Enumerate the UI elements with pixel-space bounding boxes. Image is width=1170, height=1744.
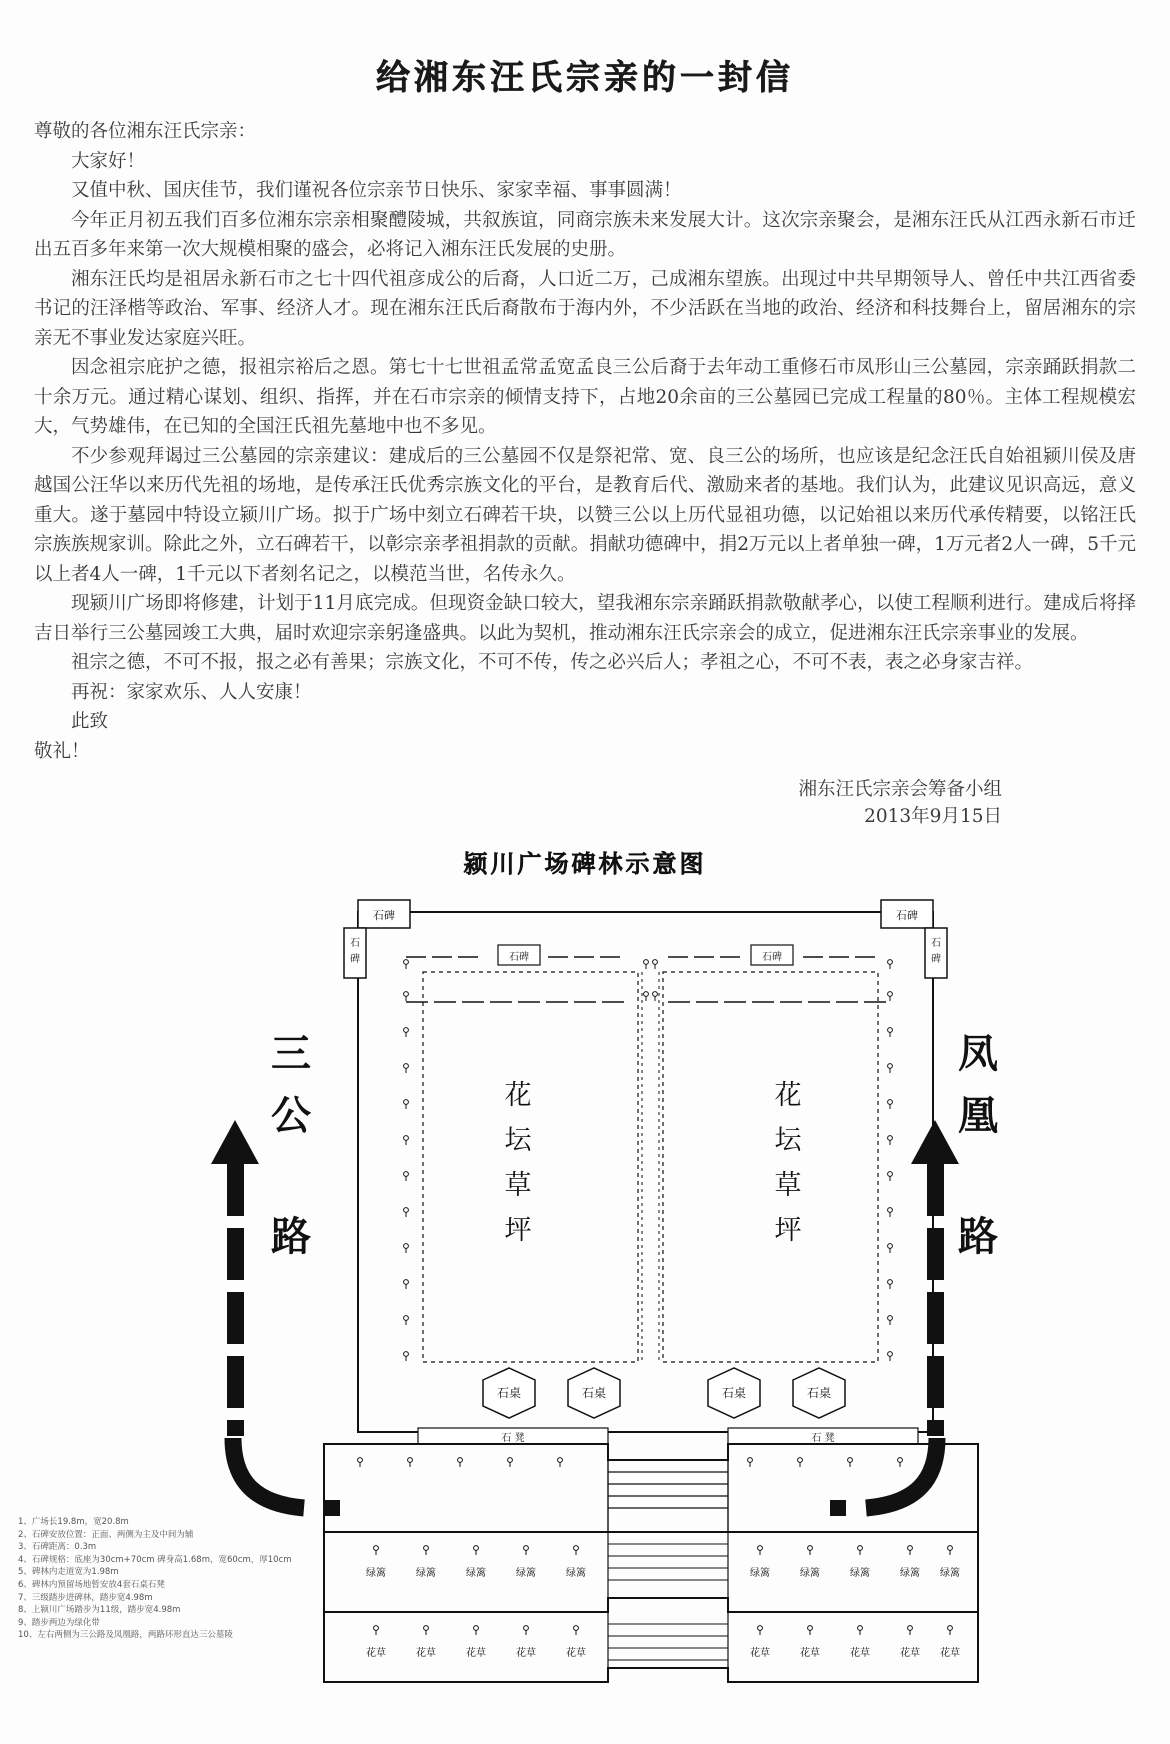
svg-text:绿篱: 绿篱 <box>366 1568 386 1579</box>
letter-paragraph-8: 祖宗之德，不可不报，报之必有善果；宗族文化，不可不传，传之必兴后人；孝祖之心，不可不表，表之必身家吉祥。 <box>71 652 1034 673</box>
letter-closing: 敬礼！ <box>34 740 90 762</box>
svg-text:石: 石 <box>931 938 941 949</box>
svg-text:绿篱: 绿篱 <box>566 1568 586 1579</box>
diagram-note-2: 2、石碑安放位置：正面、两侧为主及中间为辅 <box>18 1529 194 1540</box>
letter-salutation: 尊敬的各位湘东汪氏宗亲： <box>34 121 257 142</box>
diagram-note-1: 1、广场长19.8m，宽20.8m <box>18 1517 129 1527</box>
svg-text:坛: 坛 <box>774 1125 802 1156</box>
svg-text:花草: 花草 <box>900 1648 920 1659</box>
letter-paragraph-1: 大家好！ <box>71 150 146 172</box>
svg-text:花草: 花草 <box>940 1648 960 1659</box>
stele-corner-top-right <box>881 900 933 928</box>
diagram-note-5: 5、碑林内走道宽为1.98m <box>18 1567 119 1578</box>
signature-block <box>28 776 1142 830</box>
page-title: 给湘东汪氏宗亲的一封信 <box>376 58 794 98</box>
plaza-diagram <box>18 844 1142 1744</box>
svg-text:坪: 坪 <box>774 1215 802 1246</box>
flower-band <box>324 1612 978 1682</box>
stone-table-3 <box>708 1368 760 1418</box>
lower-platform <box>324 1444 978 1532</box>
lawn-right-box <box>663 972 878 1362</box>
diagram-note-7: 7、三级踏步进碑林，踏步宽4.98m <box>18 1592 153 1603</box>
plaza-outer-frame <box>358 912 933 1432</box>
svg-text:绿篱: 绿篱 <box>466 1568 486 1579</box>
svg-text:花草: 花草 <box>466 1648 486 1659</box>
platform-tree-marks-left <box>358 1458 563 1467</box>
svg-text:绿篱: 绿篱 <box>940 1568 960 1579</box>
tree-marks-left-column <box>404 960 409 1361</box>
letter-paragraph-6: 不少参观拜谒过三公墓园的宗亲建议：建成后的三公墓园不仅是祭祀常、宽、良三公的场所，也应该是纪念汪氏自始祖颍川侯及唐越国公汪华以来历代先祖的场地，是传承汪氏优秀宗族文化的平台，是教育后代、激励来者的基地。我们认为，此建议见识高远，意义重大。遂于墓园中特设立颍川广场。拟于广场中刻立石碑若干块，以赞三公以上历代显祖功德，以记始祖以来历代承传精要，以铭汪氏宗族族规家训。除此之外，立石碑若干，以彰宗亲孝祖捐款的贡献。捐献功德碑中，捐2万元以上者单独一碑，1万元者2人一碑，5千元以上者4人一碑，1千元以下者刻名记之，以模范当世，名传永久。 <box>34 445 1136 585</box>
svg-text:石桌: 石桌 <box>581 1386 607 1400</box>
green-label-row-left <box>366 1546 586 1579</box>
svg-text:碑: 碑 <box>931 954 941 965</box>
svg-text:凤: 凤 <box>958 1030 998 1077</box>
svg-text:碑: 碑 <box>350 954 360 965</box>
svg-text:石 凳: 石 凳 <box>501 1433 525 1444</box>
diagram-note-4: 4、石碑规格：底座为30cm+70cm 碑身高1.68m，宽60cm，厚10cm <box>18 1554 292 1565</box>
svg-text:花草: 花草 <box>366 1648 386 1659</box>
stele-top-center-left <box>498 945 540 965</box>
diagram-note-9: 9、踏步两边为绿化带 <box>18 1617 100 1628</box>
letter-paragraph-7: 现颍川广场即将修建，计划于11月底完成。但现资金缺口较大，望我湘东宗亲踊跃捐款敬献孝心，以使工程顺利进行。建成后将择吉日举行三公墓园竣工大典，届时欢迎宗亲躬逢盛典。以此为契机，推动湘东汪氏宗亲会的成立，促进湘东汪氏宗亲事业的发展。 <box>34 593 1136 644</box>
svg-text:路: 路 <box>271 1213 311 1260</box>
svg-text:公: 公 <box>271 1092 311 1139</box>
svg-text:绿篱: 绿篱 <box>516 1568 536 1579</box>
svg-text:石碑: 石碑 <box>896 909 918 922</box>
stele-rows-top <box>406 957 886 1002</box>
svg-text:绿篱: 绿篱 <box>750 1568 770 1579</box>
signature-organization: 湘东汪氏宗亲会筹备小组 <box>798 779 1002 800</box>
stone-bench-left <box>418 1428 608 1444</box>
svg-text:花草: 花草 <box>750 1648 770 1659</box>
svg-text:凰: 凰 <box>958 1092 998 1139</box>
tree-marks-center-columns <box>644 960 658 1001</box>
stele-side-left <box>344 928 366 978</box>
letter-paragraph-5: 因念祖宗庇护之德，报祖宗裕后之恩。第七十七世祖孟常孟宽孟良三公后裔于去年动工重修石市凤形山三公墓园，宗亲踊跃捐款二十余万元。通过精心谋划、组织、指挥，并在石市宗亲的倾情支持下，占地20余亩的三公墓园已完成工程量的80％。主体工程规模宏大，气势雄伟，在已知的全国汪氏祖先墓地中也不多见。 <box>34 357 1136 437</box>
stone-table-4 <box>793 1368 845 1418</box>
letter-paragraph-4: 湘东汪氏均是祖居永新石市之七十四代祖彦成公的后裔，人口近二万，己成湘东望族。出现过中共早期领导人、曾任中共江西省委书记的汪泽楷等政治、军事、经济人才。现在湘东汪氏后裔散布于海内外，不少活跃在当地的政治、经济和科技舞台上，留居湘东的宗亲无不事业发达家庭兴旺。 <box>34 268 1136 349</box>
diagram-note-8: 8、上颍川广场踏步为11级，踏步宽4.98m <box>18 1605 181 1616</box>
stone-table-2 <box>568 1368 620 1418</box>
svg-text:花: 花 <box>504 1080 532 1111</box>
svg-text:草: 草 <box>774 1170 802 1201</box>
svg-text:绿篱: 绿篱 <box>416 1568 436 1579</box>
stele-top-center-right <box>751 945 793 965</box>
svg-text:坪: 坪 <box>504 1215 532 1246</box>
diagram-note-3: 3、石碑距离：0.3m <box>18 1542 97 1553</box>
diagram-note-6: 6、碑林内预留场地暂安放4套石桌石凳 <box>18 1579 165 1590</box>
stone-table-1 <box>483 1368 535 1418</box>
center-corridor <box>642 972 659 1362</box>
svg-text:路: 路 <box>958 1213 998 1260</box>
svg-text:花草: 花草 <box>850 1648 870 1659</box>
svg-text:三: 三 <box>271 1030 311 1077</box>
svg-text:花: 花 <box>774 1080 802 1111</box>
diagram-title: 颍川广场碑林示意图 <box>463 849 707 878</box>
green-label-row-right <box>750 1546 960 1579</box>
letter-paragraph-2: 又值中秋、国庆佳节，我们谨祝各位宗亲节日快乐、家家幸福、事事圆满！ <box>71 180 682 201</box>
diagram-notes <box>18 1516 292 1642</box>
svg-text:花草: 花草 <box>566 1648 586 1659</box>
platform-tree-marks-right <box>748 1458 943 1467</box>
stele-corner-top-left <box>358 900 410 928</box>
svg-text:绿篱: 绿篱 <box>900 1568 920 1579</box>
svg-text:草: 草 <box>504 1170 532 1201</box>
letter-paragraph-9: 再祝：家家欢乐、人人安康！ <box>71 681 312 703</box>
svg-text:花草: 花草 <box>416 1648 436 1659</box>
letter-body <box>28 117 1142 766</box>
svg-text:石桌: 石桌 <box>496 1386 522 1400</box>
diagram-note-10: 10、左右两侧为三公路及凤凰路，两路环形直达三公墓陵 <box>18 1630 233 1641</box>
letter-paragraph-3: 今年正月初五我们百多位湘东宗亲相聚醴陵城，共叙族谊，同商宗族未来发展大计。这次宗亲聚会，是湘东汪氏从江西永新石市迁出五百多年来第一次大规模相聚的盛会，必将记入湘东汪氏发展的史册。 <box>34 209 1136 260</box>
letter-paragraph-10: 此致 <box>71 711 109 732</box>
svg-text:石桌: 石桌 <box>721 1386 747 1400</box>
svg-text:石 凳: 石 凳 <box>811 1433 835 1444</box>
svg-text:绿篱: 绿篱 <box>850 1568 870 1579</box>
road-right-arrow <box>830 1120 959 1516</box>
svg-text:石桌: 石桌 <box>806 1386 832 1400</box>
svg-text:花草: 花草 <box>800 1648 820 1659</box>
stele-side-right <box>925 928 947 978</box>
svg-text:石碑: 石碑 <box>373 909 395 922</box>
stone-bench-right <box>728 1428 918 1444</box>
road-left-label <box>271 1030 311 1260</box>
lawn-left-box <box>423 972 638 1362</box>
svg-text:石碑: 石碑 <box>509 952 529 963</box>
signature-date: 2013年9月15日 <box>864 806 1002 827</box>
svg-text:石: 石 <box>350 938 360 949</box>
svg-text:坛: 坛 <box>504 1125 532 1156</box>
lawn-left-label <box>505 1080 533 1246</box>
svg-text:花草: 花草 <box>516 1648 536 1659</box>
svg-text:绿篱: 绿篱 <box>800 1568 820 1579</box>
road-right-label <box>958 1030 998 1260</box>
tree-marks-right-column <box>888 960 893 1361</box>
road-left-arrow <box>211 1120 340 1516</box>
lawn-right-label <box>775 1080 803 1246</box>
svg-text:石碑: 石碑 <box>762 952 782 963</box>
